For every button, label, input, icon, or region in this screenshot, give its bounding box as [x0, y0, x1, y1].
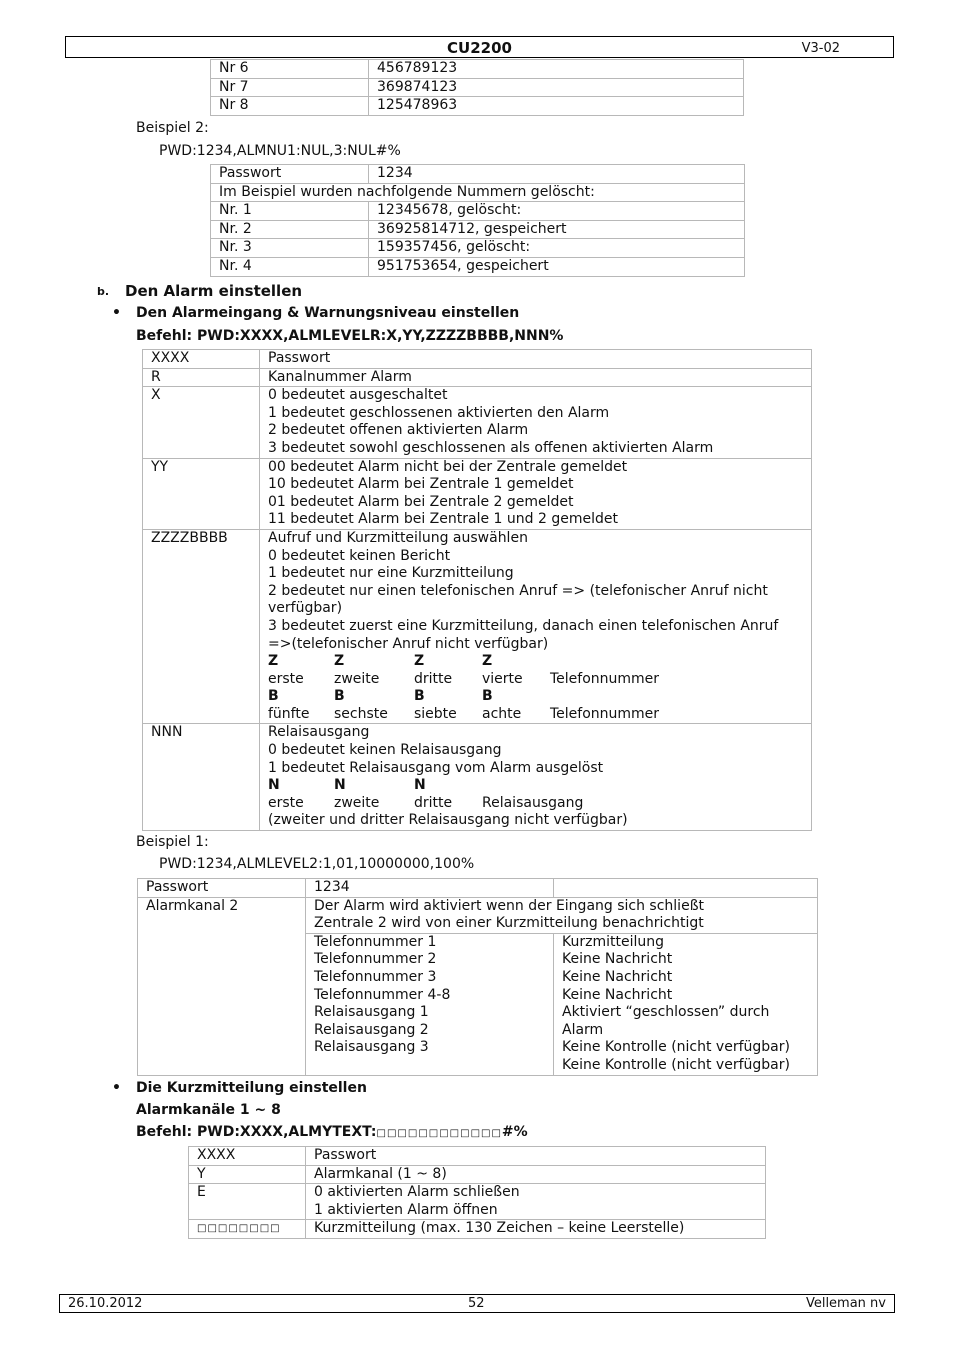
bullet1-title: • Den Alarmeingang & Warnungsniveau einstellen	[136, 305, 519, 321]
table-row: R Kanalnummer Alarm	[143, 368, 812, 387]
n-words: erste zweite dritte Relaisausgang	[268, 794, 584, 811]
bullet2-command: Befehl: PWD:XXXX,ALMYTEXT:□□□□□□□□□□□□#%	[136, 1124, 528, 1140]
doc-title: CU2200	[447, 39, 512, 57]
table-row: Nr. 3 159357456, gelöscht:	[211, 239, 745, 258]
bullet2-title: • Die Kurzmitteilung einstellen	[136, 1080, 367, 1096]
table-row: Im Beispiel wurden nachfolgende Nummern gelöscht:	[211, 183, 745, 202]
example2-label: Beispiel 2:	[136, 120, 209, 136]
table-row: Nr. 2 36925814712, gespeichert	[211, 220, 745, 239]
example1-label: Beispiel 1:	[136, 834, 209, 850]
table-row: XXXX Passwort	[143, 350, 812, 369]
doc-version: V3-02	[801, 41, 840, 56]
table-row: Telefonnummer 1 Telefonnummer 2 Telefonnummer 3 Telefonnummer 4-8 Relaisausgang 1 Relaisausgang 2 Relaisausgang 3 Kurzmitteilung Keine Nachricht Keine Nachricht Keine Nachricht Aktiviert “geschlossen” durch Alarm Keine Kontrolle (nicht verfügbar) Keine Kontrolle (nicht verfügbar)	[138, 933, 818, 1075]
footer-company: Velleman nv	[805, 1296, 886, 1311]
table-row: X 0 bedeutet ausgeschaltet 1 bedeutet geschlossenen aktivierten den Alarm 2 bedeutet offenen aktivierten Alarm 3 bedeutet sowohl geschlossenen als offenen aktivierten Alarm	[143, 387, 812, 458]
z-words: erste zweite dritte vierte Telefonnummer	[268, 670, 660, 687]
table-row: Nr 6 456789123	[211, 60, 744, 79]
bullet1-command: Befehl: PWD:XXXX,ALMLEVELR:X,YY,ZZZZBBBB,NNN%	[136, 328, 564, 344]
table-row: Nr 7 369874123	[211, 78, 744, 97]
table-row: Nr 8 125478963	[211, 97, 744, 116]
parameter-table	[142, 349, 812, 831]
z-letters: Z Z Z Z	[268, 653, 493, 670]
b-letters: B B B B	[268, 688, 493, 705]
table-row: E 0 aktivierten Alarm schließen 1 aktivierten Alarm öffnen	[189, 1184, 766, 1220]
section-title: Den Alarm einstellen	[125, 282, 303, 300]
table-row: □□□□□□□□ Kurzmitteilung (max. 130 Zeichen – keine Leerstelle)	[189, 1220, 766, 1239]
footer-page-number: 52	[468, 1296, 485, 1311]
page-footer	[59, 1294, 895, 1313]
b-words: fünfte sechste siebte achte Telefonnummer	[268, 705, 660, 722]
table-row: NNN Relaisausgang 0 bedeutet keinen Relaisausgang 1 bedeutet Relaisausgang vom Alarm ausgelöst N N N erste zweite dritte Relaisausgang (zweiter und dritter Relaisausgang nicht verfügbar)	[143, 724, 812, 831]
table-row: Nr. 4 951753654, gespeichert	[211, 257, 745, 276]
table-row: Passwort 1234	[138, 879, 818, 898]
n-letters: N N N	[268, 777, 426, 794]
table-row: XXXX Passwort	[189, 1147, 766, 1166]
text-table	[188, 1146, 766, 1239]
table-row: ZZZZBBBB Aufruf und Kurzmitteilung auswählen 0 bedeutet keinen Bericht 1 bedeutet nur eine Kurzmitteilung 2 bedeutet nur einen telefonischen Anruf => (telefonischer Anruf nicht verfügbar) 3 bedeutet zuerst eine Kurzmitteilung, danach einen telefonischen Anruf =>(telefonischer Anruf nicht verfügbar) Z Z Z Z erste zweite dritte vierte Telefonnummer B B B B fünfte sechste siebte achte Telefonnummer	[143, 529, 812, 724]
table-row: YY 00 bedeutet Alarm nicht bei der Zentrale gemeldet 10 bedeutet Alarm bei Zentrale 1 gemeldet 01 bedeutet Alarm bei Zentrale 2 gemeldet 11 bedeutet Alarm bei Zentrale 1 und 2 gemeldet	[143, 458, 812, 529]
example1-table	[137, 878, 818, 1076]
bullet2-sub: Alarmkanäle 1 ~ 8	[136, 1102, 281, 1118]
table-row: Alarmkanal 2 Der Alarm wird aktiviert wenn der Eingang sich schließt Zentrale 2 wird von einer Kurzmitteilung benachrichtigt	[138, 897, 818, 933]
example2-code: PWD:1234,ALMNU1:NUL,3:NUL#%	[159, 143, 401, 159]
table-row: Y Alarmkanal (1 ~ 8)	[189, 1165, 766, 1184]
table-row: Passwort 1234	[211, 165, 745, 184]
table-row: Nr. 1 12345678, gelöscht:	[211, 202, 745, 221]
number-table	[210, 59, 744, 116]
example2-table	[210, 164, 745, 277]
page-header	[65, 36, 894, 58]
example1-code: PWD:1234,ALMLEVEL2:1,01,10000000,100%	[159, 856, 475, 872]
footer-date: 26.10.2012	[68, 1296, 143, 1311]
section-marker: b.	[97, 285, 110, 298]
